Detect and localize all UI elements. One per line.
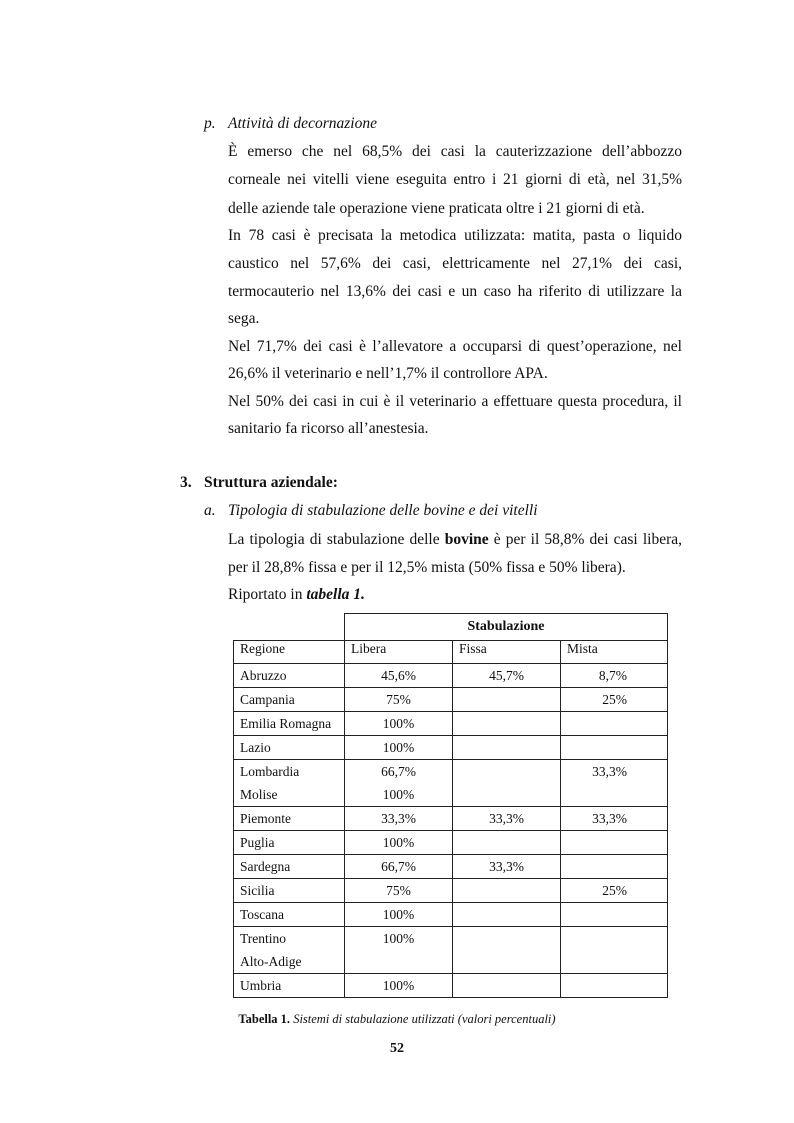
text-line: In 78 casi è precisata la metodica utilizzata: matita, pasta o liquido [228,227,682,244]
table-cell-libera [345,760,453,807]
cell-line [459,688,554,711]
cell-line: Piemonte [240,811,291,826]
table-cell-mista [561,879,668,903]
text-line: sanitario fa ricorso all’anestesia. [228,420,429,437]
cell-line: 66,7% [381,859,416,874]
cell-line: Lombardia [240,764,300,779]
table-row [234,664,668,688]
table-cell-fissa [453,855,561,879]
table-cell-fissa [453,974,561,998]
cell-line: 25% [602,692,627,707]
cell-line [567,855,627,878]
table-cell-mista [561,688,668,712]
table-cell-fissa [453,903,561,927]
section-p-marker: p. [204,115,216,132]
cell-line: 45,6% [381,668,416,683]
table-cell-libera [345,879,453,903]
table-cell-mista [561,855,668,879]
table-cell-libera [345,664,453,688]
table-cell-mista [561,831,668,855]
text-line: per il 28,8% fissa e per il 12,5% mista (50% fissa e 50% libera). [228,559,626,576]
table-cell-mista [561,760,668,807]
text-line: Nel 50% dei casi in cui è il veterinario a effettuare questa procedura, il [228,393,682,410]
group-header-cell: Stabulazione [345,614,668,641]
column-header: Fissa [453,641,561,664]
column-header: Regione [234,641,345,664]
column-header: Libera [345,641,453,664]
table-cell-mista [561,807,668,831]
cell-line: Puglia [240,835,275,850]
page-number: 52 [390,1041,404,1056]
cell-line: 45,7% [489,668,524,683]
table-cell-regione [234,664,345,688]
cell-line [567,736,627,759]
cell-line [459,760,554,783]
group-header-row [234,614,668,641]
table-reference: tabella 1. [306,586,365,603]
cell-line [567,903,627,926]
table-cell-libera [345,855,453,879]
section-3-number: 3. [180,474,192,491]
table-cell-libera [345,831,453,855]
section-p-title: Attività di decornazione [228,115,377,132]
table-cell-fissa [453,831,561,855]
cell-line [459,712,554,735]
cell-line: Alto-Adige [240,954,302,969]
table-cell-regione [234,831,345,855]
cell-line [459,950,554,973]
table-cell-fissa [453,807,561,831]
text-line: caustico nel 57,6% dei casi, elettricamente nel 27,1% dei casi, [228,255,682,272]
cell-line [567,927,627,950]
text-line: corneale nei vitelli viene eseguita entro i 21 giorni di età, nel 31,5% [228,171,682,188]
cell-line [459,903,554,926]
cell-line [567,783,627,806]
table-row [234,760,668,807]
cell-line: 100% [382,740,415,755]
cell-line: 100% [382,716,415,731]
cell-line: 33,3% [489,859,524,874]
table-cell-regione [234,879,345,903]
table-body [234,614,668,998]
cell-line [459,879,554,902]
text-line: È emerso che nel 68,5% dei casi la cauterizzazione dell’abbozzo [228,143,682,160]
cell-line: Umbria [240,978,282,993]
text-line: termocauterio nel 13,6% dei casi e un caso ha riferito di utilizzare la [228,283,682,300]
cell-line: 33,3% [592,811,627,826]
table-cell-regione [234,974,345,998]
caption-label: Tabella 1. [238,1012,291,1026]
table-cell-libera [345,974,453,998]
cell-line [459,736,554,759]
text-line: Nel 71,7% dei casi è l’allevatore a occuparsi di quest’operazione, nel [228,338,682,355]
column-header: Mista [561,641,668,664]
bold-term: bovine [444,531,489,548]
cell-line: Molise [240,787,278,802]
table-row [234,974,668,998]
table-cell-libera [345,927,453,974]
section-3-title: Struttura aziendale: [204,474,338,491]
table-cell-libera [345,736,453,760]
cell-line: Emilia Romagna [240,716,332,731]
cell-line: 33,3% [489,811,524,826]
text-line: sega. [228,310,260,327]
cell-line [459,974,554,997]
table-row [234,927,668,974]
cell-line [459,927,554,950]
text-line: 26,6% il veterinario e nell’1,7% il controllore APA. [228,365,548,382]
column-header-row [234,641,668,664]
table-cell-regione [234,807,345,831]
table-cell-fissa [453,760,561,807]
cell-line: 33,3% [381,811,416,826]
table-cell-regione [234,688,345,712]
table-cell-libera [345,807,453,831]
subsection-a-title: Tipologia di stabulazione delle bovine e dei vitelli [228,502,538,519]
table-row [234,903,668,927]
table-cell-fissa [453,736,561,760]
cell-line: 100% [382,978,415,993]
cell-line [351,950,446,973]
table-row [234,712,668,736]
table-cell-mista [561,974,668,998]
table-cell-libera [345,688,453,712]
cell-line [459,831,554,854]
cell-line: 100% [382,835,415,850]
cell-line: Campania [240,692,295,707]
table-cell-regione [234,903,345,927]
text-fragment: è per il 58,8% dei casi libera, [488,531,682,548]
table-cell-libera [345,712,453,736]
cell-line: 75% [386,692,411,707]
cell-line: Sicilia [240,883,275,898]
cell-line: Lazio [240,740,271,755]
table-row [234,688,668,712]
table-cell-regione [234,927,345,974]
table-cell-fissa [453,688,561,712]
cell-line: 33,3% [592,764,627,779]
table-cell-mista [561,927,668,974]
table-cell-mista [561,712,668,736]
table-cell-fissa [453,879,561,903]
table-cell-mista [561,664,668,688]
table-cell-fissa [453,927,561,974]
table-row [234,879,668,903]
cell-line: 25% [602,883,627,898]
table-cell-mista [561,736,668,760]
cell-line: 8,7% [598,668,627,683]
table-cell-libera [345,903,453,927]
table-cell-mista [561,903,668,927]
cell-line: 100% [382,931,415,946]
cell-line: Trentino [240,931,287,946]
table-cell-fissa [453,712,561,736]
caption-text: Sistemi di stabulazione utilizzati (valori percentuali) [293,1012,556,1026]
cell-line: Sardegna [240,859,291,874]
cell-line [567,974,627,997]
table-cell-fissa [453,664,561,688]
text-fragment: La tipologia di stabulazione delle [228,531,445,548]
stabulation-table [233,613,668,998]
cell-line: Abruzzo [240,668,287,683]
cell-line [459,783,554,806]
table-cell-regione [234,855,345,879]
table-cell-regione [234,712,345,736]
table-cell-regione [234,760,345,807]
table-row [234,736,668,760]
cell-line: 66,7% [381,764,416,779]
table-row [234,807,668,831]
subsection-a-marker: a. [204,502,216,519]
table-caption [0,1012,794,1027]
cell-line [567,712,627,735]
cell-line: 75% [386,883,411,898]
cell-line: Toscana [240,907,285,922]
cell-line: 100% [382,907,415,922]
text-line [228,530,682,550]
text-line [228,585,682,605]
cell-line: 100% [382,787,415,802]
table-row [234,855,668,879]
table-row [234,831,668,855]
cell-line [567,950,627,973]
table-cell-regione [234,736,345,760]
text-line: delle aziende tale operazione viene praticata oltre i 21 giorni di età. [228,200,645,217]
text-fragment: Riportato in [228,586,307,603]
empty-corner-cell [234,614,345,641]
cell-line [567,831,627,854]
